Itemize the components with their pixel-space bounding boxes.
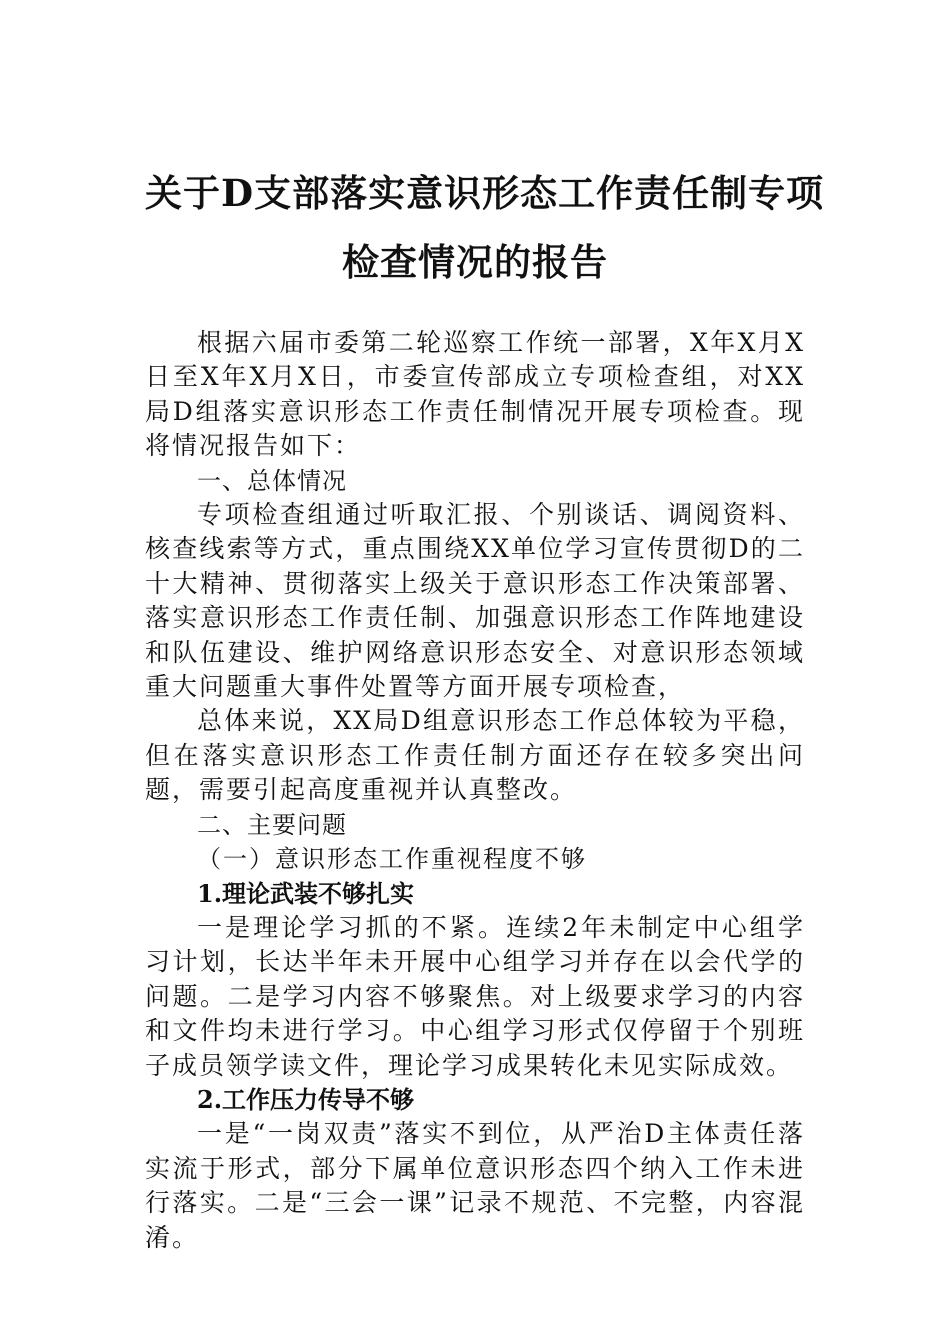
document-title-line-2: 检查情况的报告 xyxy=(342,240,608,284)
document-title-line-1: 关于D支部落实意识形态工作责任制专项 xyxy=(145,171,825,215)
section-1-heading: 一、总体情况 xyxy=(197,466,347,495)
section-2-heading: 二、主要问题 xyxy=(197,810,347,839)
item-1-paragraph: 一是理论学习抓的不紧。连续2年未制定中心组学习计划，长达半年未开展中心组学习并存在以会代学的问题。二是学习内容不够聚焦。对上级要求学习的内容和文件均未进行学习。中心组学习形式仅停留于个别班子成员领学读文件，理论学习成果转化未见实际成效。 xyxy=(145,912,805,1080)
document-body xyxy=(145,326,805,1255)
section-1-paragraph-1: 专项检查组通过听取汇报、个别谈话、调阅资料、核查线索等方式，重点围绕XX单位学习宣传贯彻D的二十大精神、贯彻落实上级关于意识形态工作决策部署、落实意识形态工作责任制、加强意识形态工作阵地建设和队伍建设、维护网络意识形态安全、对意识形态领域重大问题重大事件处置等方面开展专项检查， xyxy=(145,500,805,702)
section-1-paragraph-2: 总体来说，XX局D组意识形态工作总体较为平稳，但在落实意识形态工作责任制方面还存在较多突出问题，需要引起高度重视并认真整改。 xyxy=(145,706,805,805)
intro-paragraph: 根据六届市委第二轮巡察工作统一部署，X年X月X日至X年X月X日，市委宣传部成立专项检查组，对XX局D组落实意识形态工作责任制情况开展专项检查。现将情况报告如下： xyxy=(145,328,805,461)
item-2-heading: 2.工作压力传导不够 xyxy=(197,1084,415,1114)
item-2-paragraph: 一是“一岗双责”落实不到位，从严治D主体责任落实流于形式，部分下属单位意识形态四个纳入工作未进行落实。二是“三会一课”记录不规范、不完整，内容混淆。 xyxy=(145,1119,805,1252)
item-1-heading: 1.理论武装不够扎实 xyxy=(197,878,415,908)
subsection-1-heading: （一）意识形态工作重视程度不够 xyxy=(197,845,587,874)
